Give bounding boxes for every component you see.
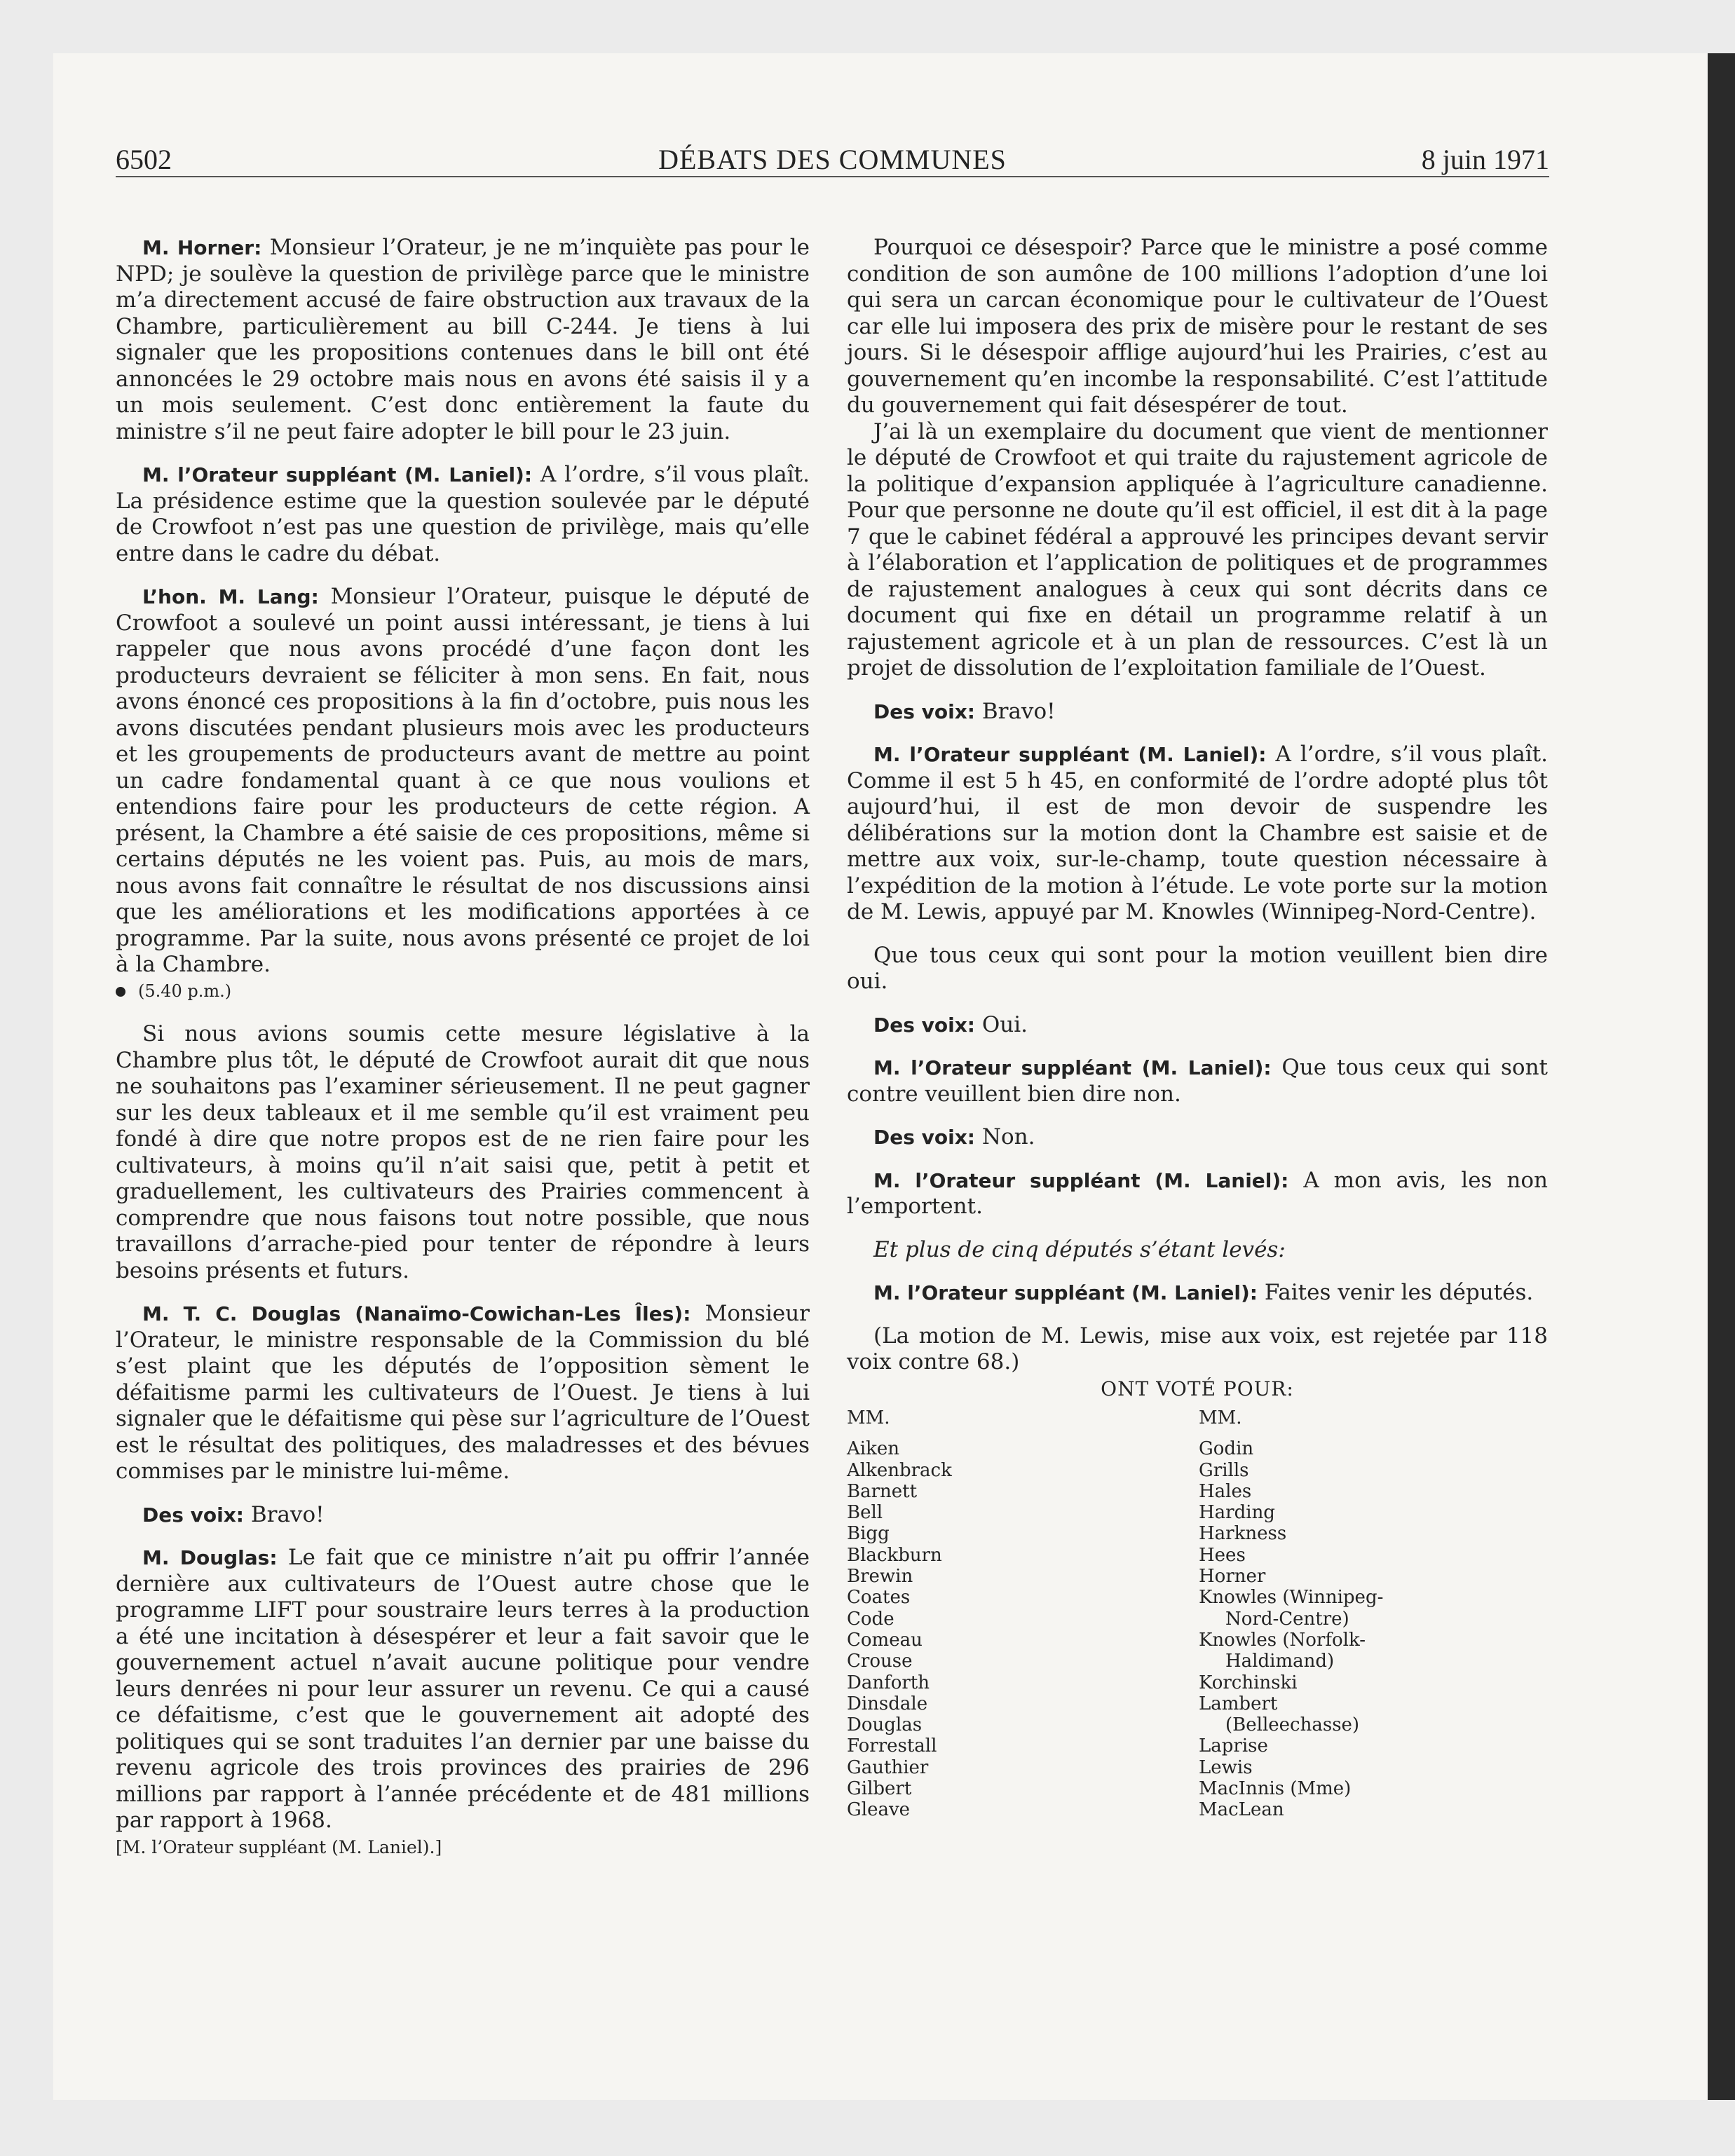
vote-list — [847, 1407, 1548, 1856]
speaker-name: M. l’Orateur suppléant (M. Laniel): — [873, 1281, 1258, 1304]
paragraph-douglas-continued: Pourquoi ce désespoir? Parce que le ministre a posé comme condition de son aumône de 100 millions l’adoption d’une loi qui sera un carcan économique pour le cultivateur de l’Ouest car elle lui imposera des prix de misère pour le restant de ses jours. Si le désespoir afflige aujourd’hui les Prairies, c’est au gouvernement qu’en incombe la responsabilité. C’est l’attitude du gouvernement qui fait désespérer de tout. — [847, 235, 1548, 418]
paragraph-laniel-2 — [847, 742, 1548, 926]
speech-text: Que tous ceux qui sont contre veuillent bien dire non. — [847, 1055, 1548, 1107]
voter-name: Gilbert — [847, 1778, 912, 1800]
speaker-name: M. l’Orateur suppléant (M. Laniel): — [873, 1168, 1289, 1192]
paragraph-des-voix — [847, 699, 1548, 725]
left-column — [116, 235, 810, 1860]
voter-name: Laprise — [1199, 1735, 1268, 1757]
voter-name: Crouse — [847, 1651, 913, 1672]
voter-name: Gleave — [847, 1799, 911, 1821]
bullet-icon — [116, 987, 125, 997]
voter-name: Harkness — [1199, 1523, 1287, 1545]
speech-text: A mon avis, les non l’emportent. — [847, 1167, 1549, 1219]
speech-text: Bravo! — [244, 1501, 325, 1527]
voter-name: Aiken — [847, 1438, 899, 1460]
paragraph-lang-continued: Si nous avions soumis cette mesure législative à la Chambre plus tôt, le député de Crowfoot aurait dit que nous ne souhaitons pas l’examiner sérieusement. Il ne peut gagner sur les deux tableaux et il me semble qu’il est vraiment peu fondé à dire que notre propos est de ne rien faire pour les cultivateurs, à moins qu’il n’ait saisi que, petit à petit et graduellement, les cultivateurs des Prairies commencent à comprendre que nous faisons tout notre possible, que nous travaillons d’arrache-pied pour tenter de répondre à leurs besoins présents et futurs. — [116, 1021, 810, 1283]
voter-riding: Haldimand) — [1225, 1651, 1335, 1672]
paragraph-horner — [116, 235, 810, 445]
voter-name: Bigg — [847, 1523, 890, 1545]
voter-name: Blackburn — [847, 1544, 942, 1566]
paragraph-question: Que tous ceux qui sont pour la motion veuillent bien dire oui. — [847, 942, 1548, 994]
vote-list-column-2 — [1199, 1407, 1535, 1821]
vote-names — [847, 1438, 1183, 1820]
voter-name: Harding — [1199, 1502, 1275, 1524]
voter-name: Barnett — [847, 1480, 918, 1502]
page-date: 8 juin 1971 — [1421, 144, 1549, 175]
vote-heading: ONT VOTÉ POUR: — [1101, 1377, 1294, 1400]
vote-list-column-1 — [847, 1407, 1183, 1821]
paragraph-tc-douglas — [116, 1301, 810, 1485]
voter-name: Danforth — [847, 1672, 930, 1693]
voter-name: Gauthier — [847, 1756, 929, 1778]
voter-riding: Nord-Centre) — [1225, 1608, 1349, 1630]
voter-name: Forrestall — [847, 1735, 937, 1757]
voter-name: Code — [847, 1608, 894, 1630]
voter-name: Coates — [847, 1587, 911, 1609]
page-number: 6502 — [116, 144, 172, 175]
paragraph-laniel-5 — [847, 1280, 1548, 1306]
vote-list-heading: MM. — [847, 1407, 890, 1428]
voter-name: Hees — [1199, 1544, 1246, 1566]
speech-text: Monsieur l’Orateur, puisque le député de Crowfoot a soulevé un point aussi intéressant, je tiens à lui rappeler que nous avons procédé d’une façon dont les producteurs devraient se féliciter à mon sens. En fait, nous avons énoncé ces propositions à la fin d’octobre, puis nous les avons discutées pendant plusieurs mois avec les producteurs et les groupements de producteurs avant de mettre au point un cadre fondamental quant à ce que nous voulions et entendions faire pour les producteurs de cette région. A présent, la Chambre a été saisie de ces propositions, même si certains députés ne les voient pas. Puis, au mois de mars, nous avons fait connaître le résultat de nos discussions ainsi que les améliorations et les modifications apportées à ce programme. Par la suite, nous avons présenté ce projet de loi à la Chambre. — [116, 584, 810, 977]
paragraph-lang — [116, 584, 810, 978]
paragraph-des-voix — [847, 1124, 1548, 1151]
voter-name: Bell — [847, 1502, 883, 1524]
speaker-name: M. l’Orateur suppléant (M. Laniel): — [873, 743, 1267, 766]
speaker-name: Des voix: — [873, 700, 975, 723]
voter-name: MacInnis (Mme) — [1199, 1778, 1352, 1800]
speech-text: Le fait que ce ministre n’ait pu offrir l’année dernière aux cultivateurs de l’Ouest autre chose que le programme LIFT pour soustraire leurs terres à la production a été une incitation à désespérer et leur a fait savoir que le gouvernement actuel n’avait aucune politique pour vendre leurs denrées ni pour leur assurer un revenu. Ce qui a causé ce défaitisme, c’est que le gouvernement ait adopté des politiques qui se sont traduites l’an dernier par une baisse du revenu agricole des trois provinces des prairies de 296 millions par rapport à l’année précédente et de 481 millions par rapport à 1968. — [116, 1545, 810, 1833]
voter-name: Comeau — [847, 1629, 923, 1651]
voter-name: Grills — [1199, 1459, 1249, 1481]
voter-name: Lambert — [1199, 1693, 1278, 1714]
speech-text: A l’ordre, s’il vous plaît. Comme il est 5 h 45, en conformité de l’ordre adopté plus tôt aujourd’hui, il est de mon devoir de suspendre les délibérations sur la motion dont la Chambre est saisie et de mettre aux voix, sur-le-champ, toute question nécessaire à l’expédition de la motion à l’étude. Le vote porte sur la motion de M. Lewis, appuyé par M. Knowles (Winnipeg-Nord-Centre). — [847, 742, 1548, 925]
speech-text: Bravo! — [975, 698, 1056, 724]
voter-name: Dinsdale — [847, 1693, 928, 1714]
speech-text: Monsieur l’Orateur, je ne m’inquiète pas pour le NPD; je soulève la question de privilège parce que le ministre m’a directement accusé de faire obstruction aux travaux de la Chambre, particulièrement au bill C-244. Je tiens à lui signaler que les propositions contenues dans le bill ont été annoncées le 29 octobre mais nous en avons été saisis il y a un mois seulement. C’est donc entièrement la faute du ministre s’il ne peut faire adopter le bill pour le 23 juin. — [116, 235, 810, 444]
speech-text: Non. — [975, 1124, 1035, 1149]
voter-name: Horner — [1199, 1566, 1266, 1588]
voter-name: Hales — [1199, 1480, 1252, 1502]
voter-name: Knowles (Norfolk- — [1199, 1629, 1366, 1651]
voter-riding: (Belleechasse) — [1225, 1714, 1360, 1736]
page-header — [116, 144, 1549, 177]
speaker-name: M. T. C. Douglas (Nanaïmo-Cowichan-Les Îles): — [142, 1302, 691, 1325]
paragraph-douglas — [116, 1545, 810, 1834]
paragraph-document: J’ai là un exemplaire du document que vient de mentionner le député de Crowfoot et qui traite du rajustement agricole de la politique d’expansion appliquée à l’agriculture canadienne. Pour que personne ne doute qu’il est officiel, il est dit à la page 7 que le cabinet fédéral a approuvé les principes devant servir à l’élaboration et l’application de politiques et de programmes de rajustement analogues à ceux qui sont décrits dans ce document qui fixe en détail un programme relatif à un rajustement agricole et à un plan de ressources. C’est là un projet de dissolution de l’exploitation familiale de l’Ouest. — [847, 418, 1548, 681]
speaker-name: Des voix: — [142, 1503, 244, 1527]
speaker-name: Des voix: — [873, 1126, 975, 1149]
voter-name: Lewis — [1199, 1756, 1253, 1778]
speech-text: Oui. — [975, 1011, 1028, 1037]
voter-name: Douglas — [847, 1714, 923, 1736]
voter-name: MacLean — [1199, 1799, 1284, 1821]
speaker-name: L’hon. M. Lang: — [142, 585, 319, 608]
speaker-name: M. Douglas: — [142, 1546, 278, 1569]
voter-name: Godin — [1199, 1438, 1254, 1460]
voter-name: Alkenbrack — [847, 1459, 952, 1481]
voter-name: Knowles (Winnipeg- — [1199, 1587, 1384, 1609]
paragraph-laniel-4 — [847, 1168, 1548, 1220]
voter-name: Brewin — [847, 1566, 913, 1588]
speaker-name: M. l’Orateur suppléant (M. Laniel): — [142, 463, 533, 486]
page-title: DÉBATS DES COMMUNES — [658, 144, 1007, 175]
speaker-name: Des voix: — [873, 1013, 975, 1037]
time-stamp: (5.40 p.m.) — [116, 978, 810, 1005]
vote-list-heading: MM. — [1199, 1407, 1242, 1428]
speech-text: Faites venir les députés. — [1257, 1280, 1534, 1305]
paragraph-vote-result: (La motion de M. Lewis, mise aux voix, est rejetée par 118 voix contre 68.) — [847, 1323, 1548, 1374]
presiding-note: [M. l’Orateur suppléant (M. Laniel).] — [116, 1836, 442, 1857]
scan-edge — [1708, 53, 1735, 2100]
speech-text: A l’ordre, s’il vous plaît. La présidence estime que la question soulevée par le député de Crowfoot n’est pas une question de privilège, mais qu’elle entre dans le cadre du débat. — [116, 462, 810, 566]
speech-text: Monsieur l’Orateur, le ministre responsable de la Commission du blé s’est plaint que les députés de l’opposition sèment le défaitisme parmi les cultivateurs de l’Ouest. Je tiens à lui signaler que le défaitisme qui pèse sur l’agriculture de l’Ouest est le résultat des politiques, des maladresses et des bévues commises par le ministre lui-même. — [116, 1301, 810, 1484]
paragraph-stage-direction: Et plus de cinq députés s’étant levés: — [873, 1236, 1286, 1262]
paragraph-des-voix — [116, 1502, 810, 1529]
right-column — [847, 235, 1548, 1856]
voter-name: Korchinski — [1199, 1672, 1298, 1693]
paragraph-laniel-1 — [116, 462, 810, 567]
speaker-name: M. l’Orateur suppléant (M. Laniel): — [873, 1056, 1272, 1079]
paragraph-laniel-3 — [847, 1055, 1548, 1107]
speaker-name: M. Horner: — [142, 236, 262, 259]
paragraph-des-voix — [847, 1012, 1548, 1039]
